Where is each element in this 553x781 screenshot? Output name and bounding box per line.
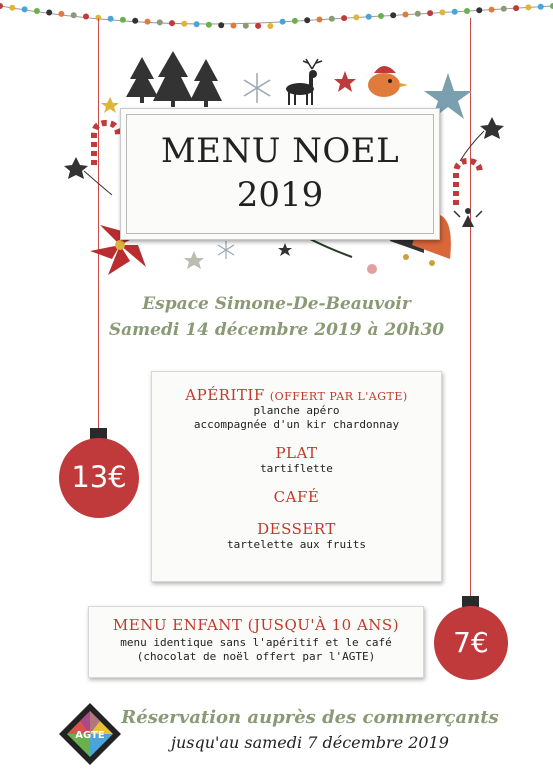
candy-cane-icon — [456, 161, 480, 205]
kids-menu-line-2: (chocolat de noël offert par l'AGTE) — [136, 650, 376, 663]
garland-dot — [439, 9, 445, 15]
aperitif-line-2: accompagnée d'un kir chardonnay — [193, 418, 400, 431]
ornament-icon — [367, 264, 377, 274]
aperitif-heading — [152, 385, 441, 404]
garland-dot — [427, 10, 433, 16]
candy-cane-icon — [94, 123, 118, 165]
star-icon — [184, 251, 204, 269]
garland-dot — [9, 5, 15, 11]
star-icon — [334, 71, 356, 92]
menu-title: MENU NOEL — [160, 131, 400, 171]
dessert-line-1: tartelette aux fruits — [226, 538, 367, 551]
cafe-title: CAFÉ — [273, 488, 320, 506]
garland-dot — [489, 7, 495, 13]
garland-dot — [452, 9, 458, 15]
agte-logo-text: AGTE — [75, 730, 105, 741]
garland-dot — [181, 21, 187, 27]
garland-dot — [415, 11, 421, 17]
kids-price-ornament — [434, 606, 508, 680]
garland-dot — [464, 8, 470, 14]
garland-dot — [71, 12, 77, 18]
garland-dot — [22, 6, 28, 12]
garland-dot — [267, 23, 273, 29]
garland-dot — [120, 17, 126, 23]
adult-price-ornament — [59, 438, 139, 518]
reservation-deadline: jusqu'au samedi 7 décembre 2019 — [171, 733, 449, 752]
garland-dot — [378, 13, 384, 19]
kids-menu-title: MENU ENFANT (JUSQU'À 10 ANS) — [112, 616, 400, 634]
garland-dot — [83, 14, 89, 20]
garland-dot — [353, 14, 359, 20]
garland-dot — [255, 23, 261, 29]
garland-dot — [280, 19, 286, 25]
dessert-title: DESSERT — [257, 520, 336, 538]
pine-trees-icon — [126, 51, 222, 107]
bird-icon — [368, 58, 408, 97]
garland-dot — [390, 12, 396, 18]
garland-dot — [476, 7, 482, 13]
snowflake-icon — [244, 73, 270, 103]
garland-dot — [46, 10, 52, 16]
menu-year: 2019 — [236, 175, 324, 215]
star-icon — [480, 117, 504, 139]
garland-dot — [218, 22, 224, 28]
kids-menu-card — [88, 606, 424, 678]
menu-card — [151, 371, 442, 582]
garland-dot — [169, 20, 175, 26]
branch-icon — [310, 239, 352, 257]
garland-dot — [132, 18, 138, 24]
kids-price: 7€ — [453, 626, 489, 659]
garland-dot — [108, 16, 114, 22]
garland-dot — [341, 15, 347, 21]
title-card — [120, 108, 440, 240]
garland-dot — [0, 3, 3, 9]
plat-line-1: tartiflette — [260, 462, 333, 475]
aperitif-note: (OFFERT PAR L'AGTE) — [269, 390, 408, 403]
garland-dot — [34, 8, 40, 14]
garland-dot — [317, 17, 323, 23]
agte-logo — [57, 701, 123, 767]
star-icon — [101, 97, 119, 113]
garland-dot — [206, 22, 212, 28]
garland-dot — [538, 4, 544, 10]
angel-icon — [454, 208, 482, 227]
kids-menu-line-1: menu identique sans l'apéritif et le café — [120, 636, 392, 649]
reindeer-icon — [286, 59, 322, 105]
venue-text: Espace Simone-De-Beauvoir — [142, 294, 411, 314]
garland-dot — [157, 19, 163, 25]
garland-dot — [513, 5, 519, 11]
plat-title: PLAT — [275, 444, 318, 462]
garland-dot — [525, 4, 531, 10]
aperitif-title: APÉRITIF — [185, 386, 265, 404]
garland-dot — [304, 17, 310, 23]
event-datetime: Samedi 14 décembre 2019 à 20h30 — [108, 320, 445, 340]
garland-dot — [403, 12, 409, 18]
aperitif-line-1: planche apéro — [253, 404, 340, 417]
garland-dot — [329, 16, 335, 22]
garland-dot — [501, 6, 507, 12]
reservation-text: Réservation auprès des commerçants — [121, 707, 499, 728]
garland-dot — [366, 14, 372, 20]
star-icon — [278, 243, 292, 256]
garland-dot — [292, 18, 298, 24]
garland-dot — [231, 23, 237, 29]
snowflake-icon — [218, 241, 234, 259]
garland-dot — [58, 11, 64, 17]
garland-dot — [243, 23, 249, 29]
garland-dot — [194, 21, 200, 27]
adult-price: 13€ — [71, 460, 127, 494]
garland-dot — [145, 19, 151, 25]
star-icon — [64, 157, 88, 179]
